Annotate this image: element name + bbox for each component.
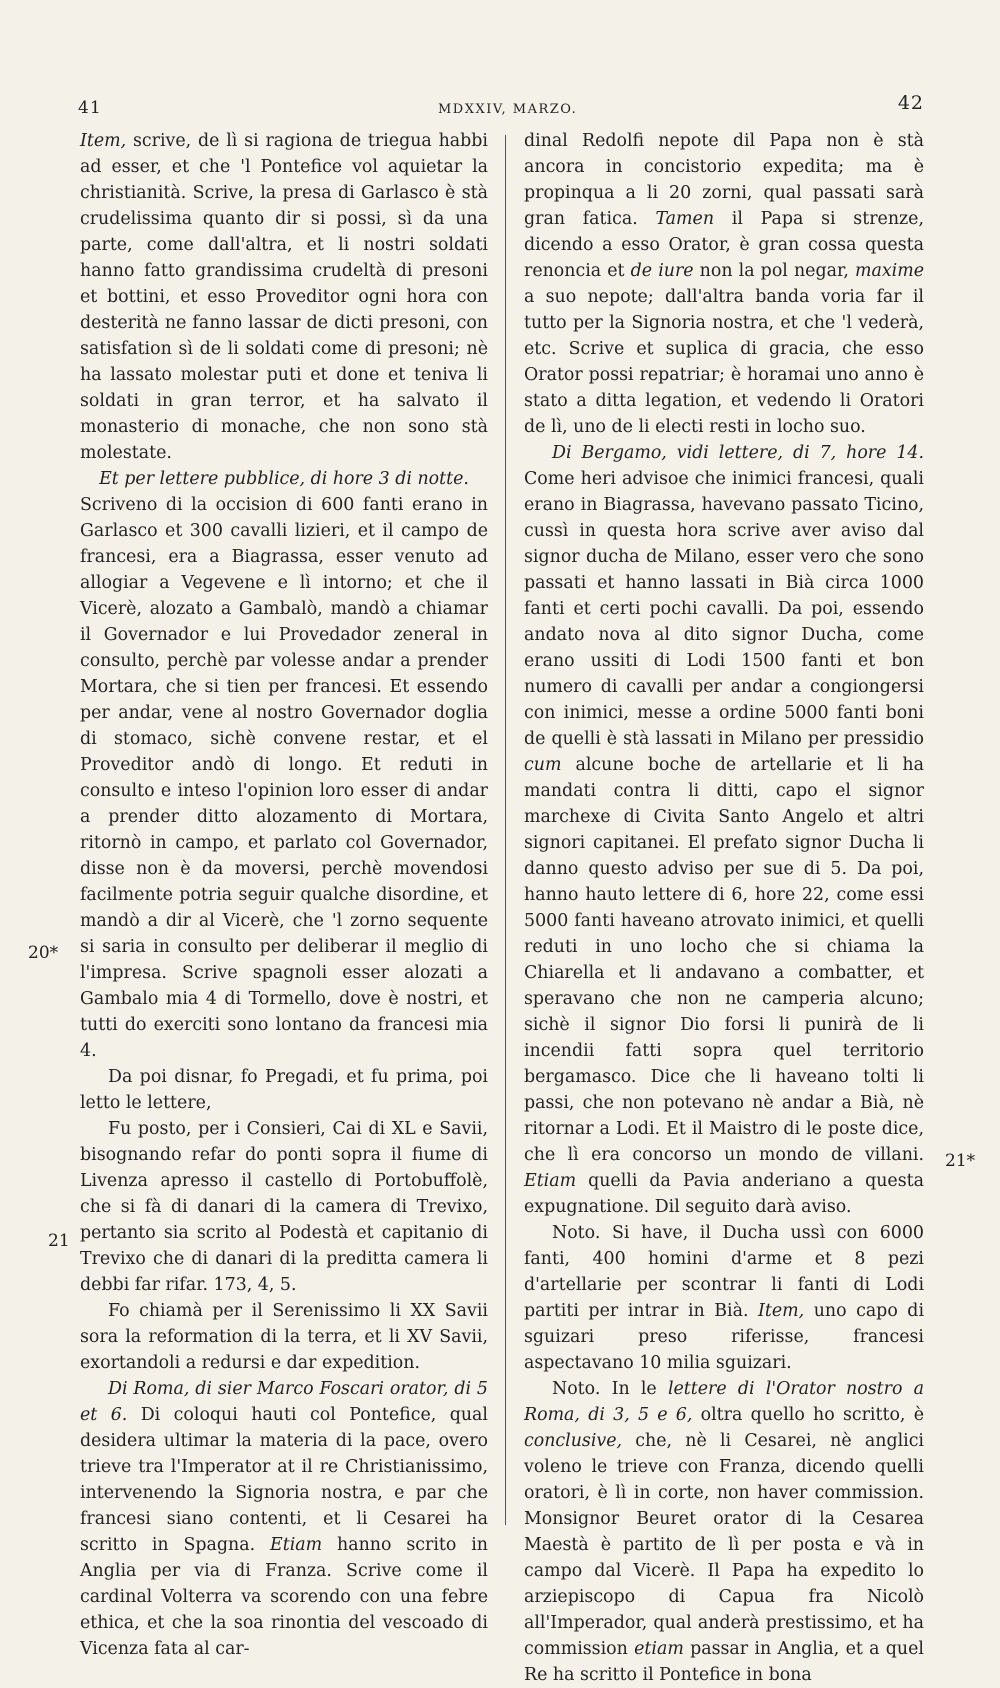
right-page-number: 42 xyxy=(897,92,924,114)
right-p2-italic-1: cum xyxy=(524,755,562,775)
right-p1-italic-3: maxime xyxy=(855,261,925,281)
left-column xyxy=(80,128,488,1662)
column-divider xyxy=(505,135,506,1525)
left-p7-text-1: Di coloqui hauti col Pontefice, qual desidera ultimar la materia di la pace, overo trieve tra l'Imperator at il re Christianissimo, intervenendo la Signoria nostra, e par che francesi siano contenti, et li Cesarei ha scritto in Spagna. xyxy=(80,1405,488,1555)
left-p1-text: scrive, de lì si ragiona de triegua habbi ad esser, et che 'l Pontefice vol aquietar la christianità. Scrive, la presa di Garlasco è stà crudelissima quanto dir si possi, sì da una parte, come dall'altra, et li nostri soldati hanno fatto grandissima crudeltà di presoni et bottini, et esso Proveditor ogni hora con desterità ne fanno lassar de dicti presoni, con satisfation sì de li soldati come di presoni; nè ha lassato molestar puti et done et teniva li soldati in gran terror, et ha salvato il monasterio di monache, che non sono stà molestate. xyxy=(80,131,488,463)
left-paragraph-7 xyxy=(80,1376,488,1662)
right-p4-text-4: passar in Anglia, et a quel Re ha scritto il Pontefice in bona xyxy=(524,1639,924,1685)
right-p1-text-4: a suo nepote; dall'altra banda voria far il tutto per la Signoria nostra, et che 'l vederà, etc. Scrive et suplica di gracia, che esso Orator possi repatriar; è horamai uno anno è stato a ditta legation, et vedendo li Oratori de lì, uno de li electi resti in locho suo. xyxy=(524,287,924,437)
left-page-number: 41 xyxy=(78,98,102,118)
running-header: MDXXIV, MARZO. xyxy=(438,102,578,117)
right-p1-italic-1: Tamen xyxy=(655,209,715,229)
left-p7-heading: Di Roma, di sier Marco Foscari orator, di 5 et 6. xyxy=(80,1379,488,1425)
right-p1-text-3: non la pol negar, xyxy=(693,261,855,281)
left-paragraph-6: Fo chiamà per il Serenissimo li XX Savii sora la reformation di la terra, et li XV Savii, exortandoli a redursi e dar expedition. xyxy=(80,1301,488,1373)
right-p2-text-2: alcune boche de artellarie et li ha mandati contra li ditti, capo el signor marchexe di Civita Santo Angelo et altri signori capitanei. El prefato signor Ducha li danno questo adviso per sue di 5. Da poi, hanno hauto lettere di 6, hore 22, come essi 5000 fanti haveano atrovato inimici, et quelli reduti in uno locho che si chiama la Chiarella et li andavano a combatter, et speravano che non ne camperia alcuno; sichè il signor Dio forsi li punirà de li incendii fatti sopra quel territorio bergamasco. Dice che li haveano tolti li passi, che non potevano nè andar a Bià, nè ritornar a Lodi. Et il Maistro di le poste dice, che lì era concorso un mondo de villani. xyxy=(524,755,924,1165)
right-p4-text-2: oltra quello ho scritto, è xyxy=(692,1405,924,1425)
left-paragraph-4: Da poi disnar, fo Pregadi, et fu prima, poi letto le lettere, xyxy=(80,1067,488,1113)
left-paragraph-3: Scriveno di la occision di 600 fanti erano in Garlasco et 300 cavalli lizieri, et il campo de francesi, era a Biagrassa, esser venuto ad allogiar a Vegevene e lì intorno; et che il Vicerè, alozato a Gambalò, mandò a chiamar il Governador e lui Provedador zeneral in consulto, perchè par volesse andar a prender Mortara, che si tien per francesi. Et essendo per andar, vene al nostro Governador doglia di stomaco, sichè convene restar, et el Proveditor andò di longo. Et reduti in consulto e inteso l'opinion loro esser di andar a prender ditto alozamento di Mortara, ritornò in campo, et parlato col Governador, disse non è da moversi, perchè movendosi facilmente potria seguir qualche disordine, et mandò a dir al Vicerè, che 'l zorno sequente si saria in consulto per deliberar il meglio di l'impresa. Scrive spagnoli esser alozati a Gambalo mia 4 di Tormello, dove è nostri, et tutti do exerciti sono lontano da francesi mia 4. xyxy=(80,495,488,1061)
left-paragraph-1 xyxy=(80,128,488,466)
right-p2-heading: Di Bergamo, vidi lettere, di 7, hore 14. xyxy=(552,443,924,463)
right-p2-text-3: quelli da Pavia anderiano a questa expugnatione. Dil seguito darà aviso. xyxy=(524,1171,924,1217)
margin-mark-21-right: 21* xyxy=(945,1151,976,1171)
right-p1-italic-2: de iure xyxy=(630,261,694,281)
right-paragraph-2 xyxy=(524,440,924,1220)
left-p2-heading: Et per lettere pubblice, di hore 3 di notte. xyxy=(99,469,469,489)
margin-mark-21-left: 21 xyxy=(48,1231,70,1251)
right-paragraph-4 xyxy=(524,1376,924,1688)
right-p4-italic-1: lettere di l'Orator nostro a Roma, di 3, 5 e 6, xyxy=(524,1379,924,1425)
right-p1-text-2: il Papa si strenze, dicendo a esso Orator, è gran cossa questa renoncia et xyxy=(524,209,924,281)
right-p4-italic-2: conclusive, xyxy=(524,1431,623,1451)
right-p2-italic-2: Etiam xyxy=(524,1171,577,1191)
right-p4-text-3: che, nè li Cesarei, nè anglici voleno le trieve con Franza, dicendo quelli oratori, è lì in corte, non haver commission. Monsignor Beuret orator di la Cesarea Maestà è partito de lì per posta e và in campo dal Vicerè. Il Papa ha expedito lo arziepiscopo di Capua fra Nicolò all'Imperador, qual anderà prestissimo, et ha commission xyxy=(524,1431,924,1659)
right-p4-italic-3: etiam xyxy=(634,1639,684,1659)
left-p1-italic: Item, xyxy=(80,131,127,151)
right-p2-text-1: Come heri advisoe che inimici francesi, quali erano in Biagrassa, havevano passato Ticino, cussì in questa hora scrive aver aviso dal signor ducha de Milano, esser vero che sono passati et hanno lassati in Bià circa 1000 fanti et certi pochi cavalli. Da poi, essendo andato nova al dito signor Ducha, come erano ussiti di Lodi 1500 fanti et bon numero di cavalli per andar a congiongersi con inimici, messe a ordine 5000 fanti boni de quelli è stà lassati in Milano per pressidio xyxy=(524,469,924,749)
left-paragraph-2 xyxy=(80,466,488,492)
right-column xyxy=(524,128,924,1688)
margin-mark-20: 20* xyxy=(28,943,59,963)
right-paragraph-1 xyxy=(524,128,924,440)
right-p3-text-2: uno capo di sguizari preso riferisse, francesi aspectavano 10 milia sguizari. xyxy=(524,1301,925,1373)
right-p1-text-1: dinal Redolfi nepote dil Papa non è stà ancora in concistorio expedita; ma è propinqua a li 20 zorni, qual passati sarà gran fatica. xyxy=(524,131,924,229)
right-p3-text-1: Noto. Si have, il Ducha ussì con 6000 fanti, 400 homini d'arme et 8 pezi d'artellarie per scontrar li fanti di Lodi partiti per intrar in Bià. xyxy=(524,1223,924,1321)
right-p3-italic: Item, xyxy=(758,1301,805,1321)
left-p7-text-2: hanno scrito in Anglia per via di Franza. Scrive come il cardinal Volterra va scorendo con una febre ethica, et che la soa rinontia del vescoado di Vicenza fata al car- xyxy=(80,1535,488,1659)
right-paragraph-3 xyxy=(524,1220,924,1376)
right-p4-text-1: Noto. In le xyxy=(552,1379,668,1399)
left-p7-italic: Etiam xyxy=(270,1535,323,1555)
left-paragraph-5: Fu posto, per i Consieri, Cai di XL e Savii, bisognando refar do ponti sopra il fiume di Livenza apresso il castello di Portobuffolè, che si fà di danari di la camera di Trevixo, pertanto sia scrito al Podestà et capitanio di Trevixo che di danari di la preditta camera li debbi far rifar. 173, 4, 5. xyxy=(80,1119,488,1295)
